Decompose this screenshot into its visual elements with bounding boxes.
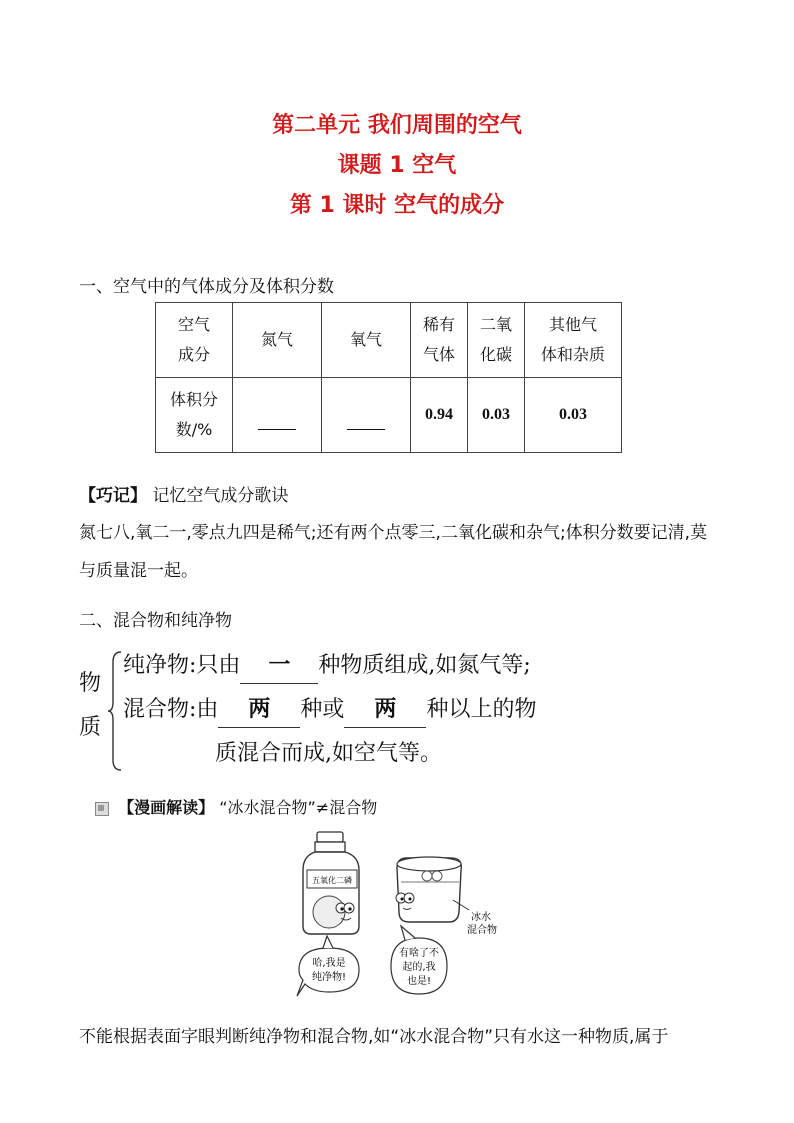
col-header: 二氧 化碳 <box>468 303 525 378</box>
svg-text:也是!: 也是! <box>406 976 432 987</box>
brace-icon <box>107 650 123 772</box>
mixture-line: 混合物:由 两 种或 两 种以上的物 <box>123 690 536 730</box>
comic-heading <box>95 795 377 818</box>
section2-heading: 二、混合物和纯净物 <box>79 611 232 631</box>
comic-title: “冰水混合物”≠混合物 <box>219 798 378 817</box>
period-title: 第 1 课时 空气的成分 <box>289 193 505 218</box>
svg-text:起的,我: 起的,我 <box>402 962 436 973</box>
col-header: 氧气 <box>322 303 411 378</box>
pure-fill-blank[interactable]: 一 <box>240 649 318 684</box>
substance-label: 物 质 <box>79 671 102 740</box>
table-row <box>156 303 622 378</box>
svg-text:纯净物!: 纯净物! <box>311 972 347 983</box>
section1-heading: 一、空气中的气体成分及体积分数 <box>79 277 334 297</box>
oxygen-blank[interactable] <box>322 378 411 453</box>
comic-illustration <box>293 826 513 1006</box>
svg-text:有啥了不: 有啥了不 <box>399 948 439 959</box>
title-block <box>0 106 794 226</box>
table-cell: 0.03 <box>468 378 525 453</box>
mix-fill-blank-2[interactable]: 两 <box>344 693 426 728</box>
beaker-label-2: 混合物 <box>467 925 497 936</box>
bottle-icon <box>303 832 359 934</box>
tip-label: 【巧记】 <box>79 486 147 506</box>
tip-text: 氮七八,氧二一,零点九四是稀气;还有两个点零三,二氧化碳和杂气;体积分数要记清,莫与质量混一起。 <box>79 523 708 581</box>
col-header: 稀有 气体 <box>411 303 468 378</box>
col-header: 其他气 体和杂质 <box>525 303 622 378</box>
lesson-title: 课题 1 空气 <box>337 153 457 178</box>
comic-icon <box>95 802 109 816</box>
col-header: 氮气 <box>233 303 322 378</box>
closing-paragraph: 不能根据表面字眼判断纯净物和混合物,如“冰水混合物”只有水这一种物质,属于 <box>79 1027 669 1047</box>
beaker-label-1: 冰水 <box>471 912 491 923</box>
speech-bubble-left <box>297 936 359 996</box>
mixture-line-2: 质混合而成,如空气等。 <box>215 741 442 766</box>
air-composition-table <box>155 302 622 453</box>
comic-label: 【漫画解读】 <box>118 798 215 817</box>
tip-heading <box>79 481 288 506</box>
mix-fill-blank-1[interactable]: 两 <box>218 693 300 728</box>
table-row-label: 体积分 数/% <box>156 378 233 453</box>
svg-text:哈,我是: 哈,我是 <box>312 958 346 969</box>
unit-title: 第二单元 我们周围的空气 <box>272 113 522 138</box>
table-cell: 0.94 <box>411 378 468 453</box>
nitrogen-blank[interactable] <box>233 378 322 453</box>
tip-title: 记忆空气成分歌诀 <box>152 486 289 506</box>
pure-substance-line: 纯净物:只由 一 种物质组成,如氮气等; <box>123 646 531 686</box>
beaker-icon <box>396 857 497 936</box>
bottle-label: 五氧化二磷 <box>312 876 352 885</box>
table-row <box>156 378 622 453</box>
table-cell: 0.03 <box>525 378 622 453</box>
substance-classification <box>79 646 719 776</box>
table-row-label: 空气 成分 <box>156 303 233 378</box>
speech-bubble-right <box>391 926 447 994</box>
